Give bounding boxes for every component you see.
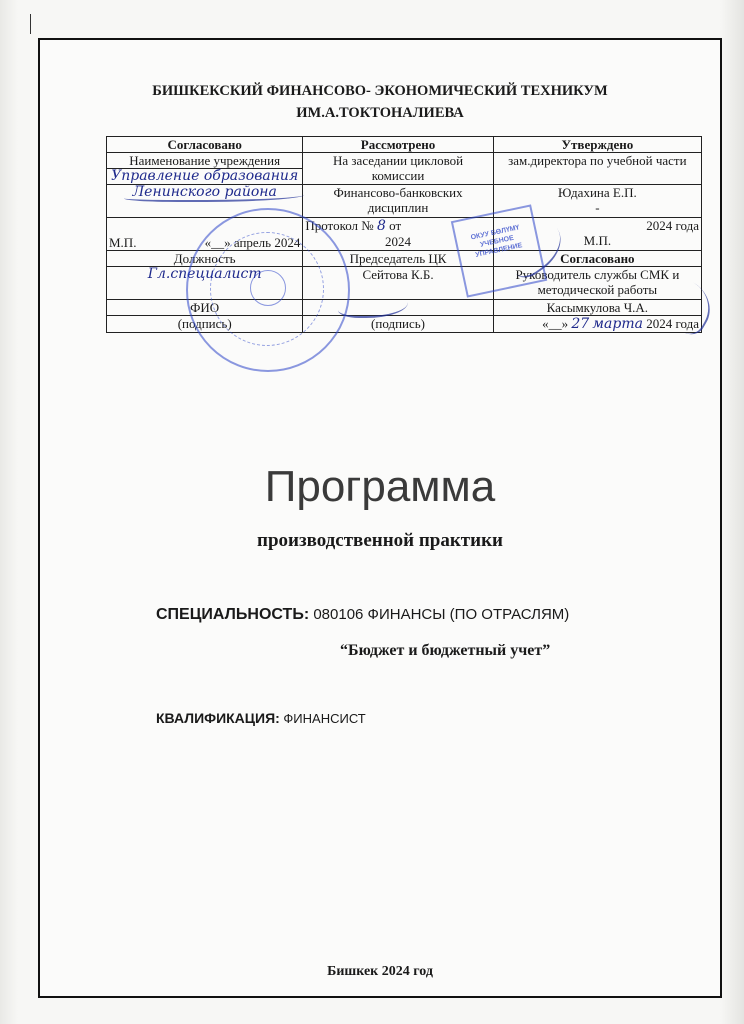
approved-year: 2024 года <box>646 218 699 233</box>
cell-position-label: Должность <box>107 251 303 267</box>
cell-org-name-label: Наименование учреждения <box>107 153 303 169</box>
specialty-label: СПЕЦИАЛЬНОСТЬ: <box>156 606 310 623</box>
qualification-line <box>156 710 366 726</box>
document-title: Программа <box>264 462 496 511</box>
institution-header <box>40 80 720 124</box>
specialty-line <box>156 606 569 624</box>
deputy-dash: - <box>595 200 600 215</box>
scan-mark <box>30 14 39 34</box>
cell-position-handwritten: Гл.специалист <box>107 267 303 300</box>
document-subtitle: производственной практики <box>257 530 503 551</box>
cell-district-handwritten: Ленинского района <box>107 185 303 218</box>
city-year-footer: Бишкек 2024 год <box>327 964 433 979</box>
cell-signature-label-1: (подпись) <box>107 316 303 333</box>
protocol-number: 8 <box>376 218 386 234</box>
department-stamp-text: ОКУУ БӨЛҮМҮ УЧЕБНОЕ УПРАВЛЕНИЕ <box>470 224 523 259</box>
institution-name: БИШКЕКСКИЙ ФИНАНСОВО- ЭКОНОМИЧЕСКИЙ ТЕХНИКУМ <box>152 83 608 99</box>
cell-fio-label: ФИО <box>107 300 303 316</box>
col-header-agreed: Согласовано <box>107 137 303 153</box>
approved-seal-label: М.П. <box>583 233 612 248</box>
cell-smk-name: Касымкулова Ч.А. <box>493 300 701 316</box>
col-header-approved: Утверждено <box>493 137 701 153</box>
qualification-value: ФИНАНСИСТ <box>279 711 366 726</box>
specialty-value: 080106 ФИНАНСЫ (ПО ОТРАСЛЯМ) <box>309 606 570 623</box>
protocol-year: 2024 <box>385 234 412 249</box>
institution-named-after: ИМ.А.ТОКТОНАЛИЕВА <box>296 105 464 121</box>
specialty-profile: “Бюджет и бюджетный учет” <box>340 642 551 659</box>
table-row <box>107 137 702 153</box>
cell-deputy-director: зам.директора по учебной части <box>493 153 701 185</box>
col-header-reviewed: Рассмотрено <box>303 137 493 153</box>
cell-smk-head: Руководитель службы СМК и методической работы <box>493 267 701 300</box>
smk-date-day: 27 <box>571 316 590 332</box>
table-row <box>107 218 702 251</box>
protocol-from: от <box>385 218 402 233</box>
cell-meeting: На заседании цикловой комиссии <box>303 153 493 185</box>
deputy-name: Юдахина Е.П. <box>558 185 637 200</box>
smk-date-year: 2024 года <box>642 316 699 331</box>
cell-chairman-name: Сейтова К.Б. <box>303 267 493 300</box>
cell-agreed-2: Согласовано <box>493 251 701 267</box>
protocol-label: Протокол № <box>305 218 377 233</box>
cell-commission-name: Финансово-банковских дисциплин <box>303 185 493 218</box>
qualification-label: КВАЛИФИКАЦИЯ: <box>156 710 280 726</box>
seal-emblem <box>250 270 286 306</box>
table-row <box>107 153 702 169</box>
smk-date-month: марта <box>592 316 643 332</box>
cell-org-handwritten: Управление образования <box>107 169 303 185</box>
seal-label: М.П. <box>109 235 137 250</box>
agreed-date: «__» апрель 2024 <box>204 235 301 250</box>
cell-signature-label-2: (подпись) <box>303 316 493 333</box>
cell-chairman: Председатель ЦК <box>303 251 493 267</box>
smk-date-open: «__» <box>542 316 572 331</box>
page-frame <box>38 38 722 998</box>
